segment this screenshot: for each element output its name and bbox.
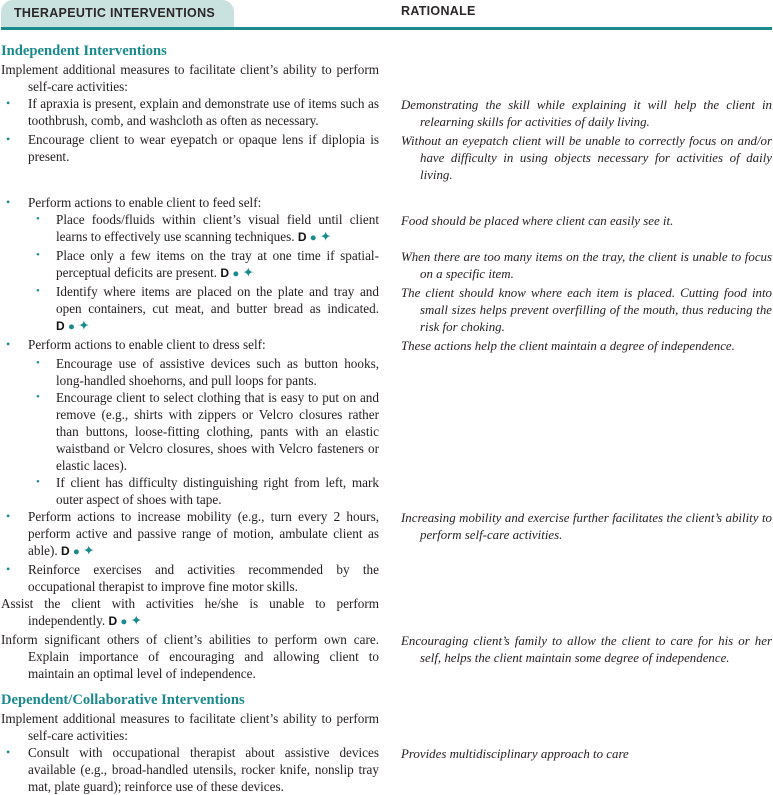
intervention-text: Inform significant others of client’s abilities to perform own care. Explain importance of encouraging and allowing client to maintain an optimal level of independence. [1, 632, 379, 681]
intervention-bullet-item [34, 247, 379, 283]
rationale-text: When there are too many items on the tray, the client is unable to focus on a specific item. [401, 250, 772, 281]
intervention-text: Identify where items are placed on the plate and tray and open containers, cut meat, and butter bread as indicated. D ● ✦ [56, 284, 379, 333]
intervention-text: Place only a few items on the tray at one time if spatial-perceptual deficits are present. D ● ✦ [56, 248, 379, 280]
table-row [1, 283, 772, 336]
intervention-cell [1, 247, 379, 283]
table-row [1, 336, 772, 355]
table-row [1, 194, 772, 211]
rows [1, 30, 772, 795]
rationale-cell [401, 389, 772, 474]
table-row [1, 61, 772, 95]
intervention-cell [1, 595, 379, 631]
bullet-icon: • [6, 96, 11, 110]
bullet-icon: • [6, 132, 11, 146]
table-row [1, 561, 772, 595]
intervention-bullet-item [34, 355, 379, 389]
delegation-d-marker: D [297, 230, 307, 244]
rationale-cell [401, 474, 772, 508]
rationale-cell [401, 744, 772, 795]
star-marker-icon: ✦ [83, 543, 95, 558]
delegation-markers [298, 229, 332, 244]
intervention-text: Encourage client to select clothing that is easy to put on and remove (e.g., shirts with zippers or Velcro closures rather than buttons, loose-fitting clothing, pants with an elastic waistband or Velcro closures, shoes with Velcro fasteners or elastic laces). [56, 390, 379, 473]
rationale-cell [401, 595, 772, 631]
circle-marker-icon: ● [67, 321, 75, 333]
star-marker-icon: ✦ [242, 265, 254, 280]
rationale-text: Demonstrating the skill while explaining it will help the client in relearning skills for activities of daily living. [401, 98, 772, 129]
table-row [1, 631, 772, 682]
intervention-bullet-item [34, 211, 379, 247]
star-marker-icon: ✦ [130, 613, 142, 628]
table-row [1, 710, 772, 744]
intervention-text: Implement additional measures to facilitate client’s ability to perform self-care activities: [1, 62, 379, 94]
table-row [1, 691, 772, 710]
intervention-cell [1, 710, 379, 744]
star-marker-icon: ✦ [320, 229, 332, 244]
delegation-markers [108, 613, 142, 628]
intervention-cell [1, 744, 379, 795]
intervention-bullet-item [1, 508, 379, 561]
intervention-cell [1, 131, 379, 184]
rationale-cell [401, 710, 772, 744]
bullet-icon: • [36, 285, 40, 297]
rationale-text: Encouraging client’s family to allow the client to care for his or her self, helps the client maintain some degree of independence. [401, 634, 772, 665]
rationale-cell [401, 561, 772, 595]
rationale-cell [401, 247, 772, 283]
table-row [1, 744, 772, 795]
delegation-d-marker: D [108, 614, 118, 628]
circle-marker-icon: ● [120, 616, 128, 628]
rationale-text: The client should know where each item is placed. Cutting food into small sizes helps prevent overfilling of the mouth, thus reducing the risk for choking. [401, 286, 772, 334]
intervention-bullet-item [34, 283, 379, 336]
rationale-cell [401, 355, 772, 389]
bullet-icon: • [6, 562, 11, 576]
intervention-text: Perform actions to enable client to dress self: [28, 337, 266, 352]
rationale-cell [401, 95, 772, 131]
intervention-cell [1, 355, 379, 389]
intervention-bullet-item [34, 389, 379, 474]
intervention-cell [1, 561, 379, 595]
rationale-cell [401, 42, 772, 61]
intervention-cell [1, 42, 379, 61]
delegation-markers [220, 265, 254, 280]
rationale-text: Provides multidisciplinary approach to care [401, 747, 629, 761]
delegation-d-marker: D [220, 266, 230, 280]
rationale-text: Food should be placed where client can easily see it. [401, 214, 674, 228]
table-row [1, 355, 772, 389]
bullet-icon: • [36, 391, 40, 403]
intervention-bullet-item [1, 95, 379, 129]
intervention-text: Reinforce exercises and activities recommended by the occupational therapist to improve fine motor skills. [28, 562, 379, 594]
bullet-icon: • [6, 509, 11, 523]
intervention-text: Perform actions to enable client to feed self: [28, 195, 262, 210]
rationale-text: Without an eyepatch client will be unable to correctly focus on and/or have difficulty in using objects necessary for activities of daily living. [401, 134, 772, 182]
intervention-cell [1, 61, 379, 95]
delegation-markers [56, 318, 90, 333]
intervention-text: Encourage client to wear eyepatch or opaque lens if diplopia is present. [28, 132, 379, 164]
rationale-cell [401, 631, 772, 682]
rationale-cell [401, 283, 772, 336]
intervention-cell [1, 691, 379, 710]
interventions-header-label: THERAPEUTIC INTERVENTIONS [14, 6, 216, 20]
rationale-cell [401, 131, 772, 184]
table-header [1, 0, 772, 30]
interventions-column-header-tab [1, 0, 234, 27]
rationale-header-label: RATIONALE [401, 4, 476, 18]
rationale-cell [401, 336, 772, 355]
rationale-text: Increasing mobility and exercise further facilitates the client’s ability to perform self-care activities. [401, 511, 772, 542]
bullet-icon: • [36, 476, 40, 488]
table-row [1, 211, 772, 247]
table-row [1, 247, 772, 283]
section-heading: Independent Interventions [1, 43, 167, 59]
table-row [1, 389, 772, 474]
rationale-text: These actions help the client maintain a degree of independence. [401, 339, 735, 353]
intervention-bullet-item [1, 336, 379, 353]
intervention-text: If client has difficulty distinguishing right from left, mark outer aspect of shoes with tape. [56, 475, 379, 507]
intervention-text: If apraxia is present, explain and demonstrate use of items such as toothbrush, comb, and washcloth as often as necessary. [28, 96, 379, 128]
star-marker-icon: ✦ [78, 318, 90, 333]
bullet-icon: • [36, 213, 40, 225]
circle-marker-icon: ● [232, 268, 240, 280]
table-row [1, 95, 772, 131]
delegation-d-marker: D [60, 544, 70, 558]
intervention-bullet-item [1, 194, 379, 211]
intervention-cell [1, 283, 379, 336]
delegation-markers [61, 543, 95, 558]
rationale-cell [401, 61, 772, 95]
intervention-bullet-item [1, 744, 379, 795]
intervention-text: Perform actions to increase mobility (e.g., turn every 2 hours, perform active and passive range of motion, ambulate client as able). D ● ✦ [28, 509, 379, 558]
intervention-cell [1, 211, 379, 247]
section-heading: Dependent/Collaborative Interventions [1, 692, 245, 708]
intervention-cell [1, 389, 379, 474]
intervention-text: Assist the client with activities he/she is unable to perform independently. D ● ✦ [1, 596, 379, 628]
rationale-cell [401, 211, 772, 247]
intervention-text: Place foods/fluids within client’s visual field until client learns to effectively use scanning techniques. D ● ✦ [56, 212, 379, 244]
intervention-bullet-item [34, 474, 379, 508]
table-row [1, 42, 772, 61]
delegation-d-marker: D [56, 319, 65, 333]
rationale-column-header [401, 2, 772, 27]
intervention-text: Encourage use of assistive devices such as button hooks, long-handled shoehorns, and pull loops for pants. [56, 356, 379, 388]
rationale-cell [401, 691, 772, 710]
circle-marker-icon: ● [309, 232, 317, 244]
rationale-cell [401, 508, 772, 561]
table-row [1, 508, 772, 561]
circle-marker-icon: ● [72, 546, 80, 558]
intervention-cell [1, 474, 379, 508]
intervention-bullet-item [1, 131, 379, 165]
intervention-cell [1, 194, 379, 211]
bullet-icon: • [6, 337, 11, 351]
intervention-bullet-item [1, 561, 379, 595]
rationale-cell [401, 194, 772, 211]
bullet-icon: • [6, 745, 11, 759]
table-row [1, 131, 772, 184]
intervention-text: Consult with occupational therapist about assistive devices available (e.g., broad-handled utensils, rocker knife, nonslip tray mat, plate guard); reinforce use of these devices. [28, 745, 379, 794]
intervention-text: Implement additional measures to facilitate client’s ability to perform self-care activities: [1, 711, 379, 743]
intervention-cell [1, 508, 379, 561]
bullet-icon: • [36, 357, 40, 369]
bullet-icon: • [36, 249, 40, 261]
intervention-cell [1, 631, 379, 682]
intervention-cell [1, 95, 379, 131]
table-row [1, 595, 772, 631]
intervention-cell [1, 336, 379, 355]
table-row [1, 474, 772, 508]
bullet-icon: • [6, 195, 11, 209]
